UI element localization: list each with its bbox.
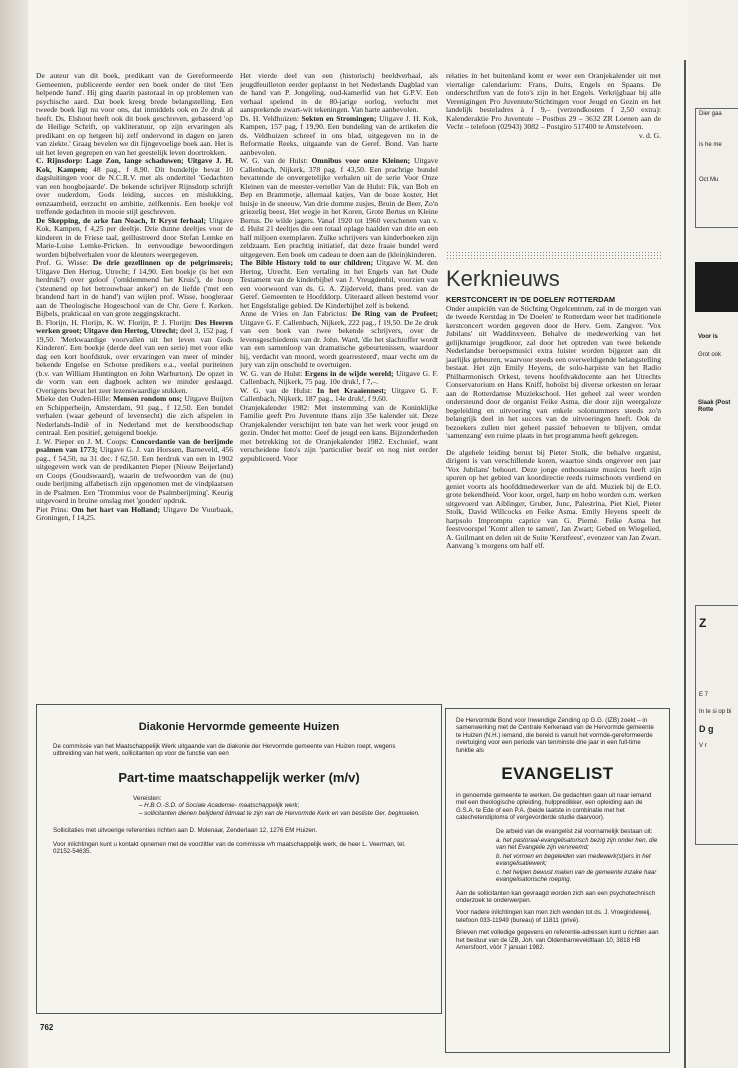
- review-text: Uitgave G. F. Callenbach, Nijkerk, 222 pag., f 19,50. De 2e druk van een boek van twee bekende schrijvers, over de levensgeschiedenis van dr. John. Ward, 'die het slachtoffer wordt van een samenloop van dramatische gebeurtenissen, waardoor hij, verdacht van moord, wordt gearresteerd', maar vecht om de jury van zijn onschuld te overtuigen.: [240, 317, 438, 369]
- book-review: [240, 370, 438, 387]
- ad-intro: De Hervormde Bond voor Inwendige Zending op G.G. (IZB) zoekt – in samenwerking met de Centrale Kerkeraad van de Hervormde gemeente te Huizen (N.H.) iemand, die bereid is vanuit het vormde-gereformeerde overtuiging voor een periode van tenminste drie jaar in een full-time funktie als: [456, 717, 654, 754]
- review-author: Ds. H. Veldhuizen:: [240, 113, 302, 123]
- requirements-title: Vereisten:: [133, 794, 162, 802]
- book-review: [240, 259, 438, 310]
- column-3: [446, 72, 661, 140]
- book-review: [240, 310, 438, 370]
- review-text: Uitgave G. F. Callenbach, Nijkerk, 75 pag. 10e druk!, f 7,–.: [240, 368, 439, 386]
- adjacent-text: Z: [699, 616, 707, 630]
- ad-intro: De commissie van het Maatschappelijk Werk uitgaande van de diakonie der Hervormde gemeente van Huizen roept, wegens uitbreiding van het werk, sollicitanten op voor de functie van een: [53, 743, 396, 758]
- ad-paragraph: in genoemde gemeente te werken. De gedachten gaan uit naar iemand met een theologische opleiding, hulppredikker, een opleiding aan de G.S.A. te Ede of een P.A. (beide laatste in combinatie met het catechetendiploma of vergevorderde studie daarvoor).: [456, 792, 652, 822]
- book-review: [240, 387, 438, 404]
- ad-heading: Part-time maatschappelijk werker (m/v): [118, 769, 360, 785]
- review-author: B. Florijn, H. Florijn, K. W. Florijn, P. J. Florijn:: [36, 317, 195, 327]
- adjacent-text: Dier gaa: [699, 111, 722, 117]
- article-paragraph-1: Onder auspiciën van de Stichting Orgelcentrum, zal in de morgen van de tweede Kerstdag in 'De Doelen' te Rotterdam weer het traditionele kerstconcert worden gegeven door de Herv. Gem. Zangver. 'Vox Jubilans' uit Waddinxveen. Behalve de medewerking van het gelijknamige jeugdkoor, zal door het optreden van twee bekende Nederlandse beroepsmusici extra luister worden bijgezet aan dit jaarlijks gebeuren, waarvoor steeds een overweldigende belangstelling bestaat. Het zijn Emily Heyens, de solo-harpiste van het Radio Philharmonisch Orkest, tevens hoofdvakdocente aan het Utrechts Conservatorium en Hans Kniff, hoboïst bij diverse orkesten en leraar aan de Rotterdamse Muziekschool. Het geheel zal weer worden ondersteund door de organist Feike Asma, die door zijn weergaloze begeleiding en uitvoering van enkele solonummers steeds zo'n belangrijk deel in het succes van de uitvoeringen heeft. Ook de bezoekers zullen niet geheel passief behoeven te blijven, omdat 'samenzang' een ruime plaats in het programma heeft gekregen.: [446, 303, 661, 440]
- adjacent-text: V r: [699, 743, 707, 749]
- review-title: Omnibus voor onze Kleinen;: [311, 156, 411, 165]
- requirement-item: – H.B.O.-S.D. of Sociale Academie- maatschappelijk werk;: [139, 802, 300, 810]
- ad-info: Voor inlichtingen kunt u kontakt opnemen met de voorzitter van de commissie v/h maatschappelijk werk, de heer L. Veerman, tel. 02152-54635.: [53, 840, 406, 856]
- book-review: [240, 404, 438, 464]
- adjacent-text: E 7: [699, 692, 709, 698]
- review-text: Uitgave J. H. Kok, Kampen, 157 pag, f 19,90. Een bundeling van de artikelen die ds. Veldhuizen schreef in ons blad, uitgegeven nu in de Reformatie Reeks, uitgaande van de Geref. Bond. Van harte aanbevolen.: [240, 113, 438, 157]
- adjacent-text: D g: [699, 724, 714, 734]
- adjacent-ad-box-2: [695, 605, 738, 845]
- review-title: Sekten en Stromingen;: [301, 113, 377, 123]
- review-author: W. G. van de Hulst:: [240, 368, 305, 378]
- column-2: [240, 72, 438, 463]
- review-author: Prof. G. Wisse:: [36, 258, 93, 267]
- review-author: Anne de Vries en Jan Fabricius:: [240, 309, 352, 318]
- ad-izb-evangelist: [445, 708, 670, 1053]
- ad-paragraph: Aan de sollicitanten kan gevraagd worden zich aan een psychotechnisch onderzoek te onderwerpen.: [456, 889, 656, 904]
- ad-heading: EVANGELIST: [501, 764, 614, 784]
- ad-title: Diakonie Hervormde gemeente Huizen: [138, 721, 340, 733]
- book-review: [36, 438, 233, 506]
- adjacent-ad-box: [695, 108, 738, 228]
- book-review: [240, 72, 438, 115]
- review-text: De auteur van dit boek, predikant van de Gereformeerde Gemeenten, publiceerde eerder een boek onder de titel 'Een helpende hand'. Hij ging daarin pastoraal in op problemen van psychische aard. Dat boek kreeg brede belangstelling. Een tweede boek ligt nu voor ons, dat inmiddels ook en 2e druk al heeft. Ds. Elshout heeft ook dit boek geschreven, gebaseerd 'op de Heilige Schrift, op vakliteratuur, op zijn ervaringen als predikant en op hetgeen hij zelf ondervond in dagen en jaren van ziekte.' Graag bevelen we dit fijngevoelige boek aan. Het is uit het leven gegrepen en van het geestelijk leven doortrokken.: [36, 71, 233, 157]
- review-author: W. G. van de Hulst:: [240, 385, 318, 395]
- review-text: Uitgave G. J. van Horssen, Barneveld, 456 pag., f 54,50, na 31 dec. f 62,50. Een herdruk van een in 1902 uitgegeven werk van de predikanten Pieper (Nieuw Beijerland) en Coops (Goudswaard), waarin de trefwoorden van de (nu) oude berijming alfabetisch zijn opgenomen met de vindplaatsen in de Psalmen. Een 'Trommius voor de Psalmberijming'. Keurig uitgevoerd in bruine omslag met 'gouden' opdruk.: [36, 445, 233, 505]
- review-title: De Ring van de Profeet;: [351, 309, 439, 318]
- review-title: Des Heeren werken groot; Uitgave den Hertog, Utrecht;: [36, 317, 233, 335]
- review-author: J. W. Pieper en J. M. Coops:: [36, 436, 132, 446]
- review-title: Om het hart van Holland;: [71, 504, 161, 514]
- requirement-item: c. het helpen bewust maken van de gemeente inzake haar evangelisatorische roeping.: [496, 868, 657, 884]
- book-review: [36, 259, 233, 319]
- review-title: Mensen rondom ons;: [113, 394, 183, 403]
- review-text: Oranjekalender 1982: Met instemming van de Koninklijke Familie geeft Pro Juventute thans zijn 35e kalender uit. Deze Oranjekalender verschijnt ten bate van het werk voor jeugd en gezin. Onder het motto: Geef de jeugd een kans. Bijzonderheden met betrekking tot de Oranjekalender 1982. Exclusief, want verscheidene foto's zijn 'particulier bezit' en nog niet eerder gepubliceerd. Voor: [240, 402, 438, 463]
- kerknieuws-title: Kerknieuws: [446, 266, 560, 291]
- review-title: C. Rijnsdorp: Lage Zon, lange schaduwen; Uitgave J. H. Kok, Kampen;: [36, 156, 233, 174]
- review-title: Ergens in de wijde wereld;: [304, 368, 394, 378]
- article-headline: KERSTCONCERT IN 'DE DOELEN' ROTTERDAM: [446, 295, 615, 304]
- adjacent-text: is he me: [699, 142, 722, 148]
- ad-diakonie-huizen: [36, 704, 442, 1014]
- review-text: deel 3, 152 pag. f 19,50. 'Merkwaardige voorvallen uit het leven van Gods Kinderen'. Een boekje (derde deel van een serie) met voor elke dag een kort hoofdstuk, over ervaringen van meer of minder bekende Engelse en Schotse predikers e.a., veelal puriteinen (b.v. van William Huntington en John Warburton). De opzet in de vorm van een dagboek achten we minder geslaagd. Overigens bevat het zeer lezenswaardige stukken.: [36, 326, 234, 395]
- review-text: Uitgave Den Hertog, Utrecht; f 14,90. Een boekje (is het een herdruk?) over geloof ('omklemmend het Kruis'), de hoop ('steunend op het betrouwbaar anker') en de liefde ('met een brandend hart in de hand') van wijlen prof. Wisse, hoogleraar aan de Theologische Hogeschool van de Chr. Gere f. Kerken. Bijbels, prakticaal en van grote zeggingskracht.: [36, 266, 233, 318]
- book-review: [36, 217, 233, 260]
- adjacent-text: In te si op bi: [699, 709, 732, 715]
- page-number: 762: [40, 1023, 54, 1032]
- book-review: [36, 72, 233, 157]
- adjacent-text: Voor is: [698, 334, 718, 340]
- review-author: Mieke den Ouden-Hille:: [36, 394, 114, 403]
- oranjekalender-continued: relaties in het buitenland komt er weer een Oranjekalender uit met viertalige calendarium: Frans, Duits, Engels en Spaans. De onderschriften van de foto's zijn in het Engels. Verkrijgbaar bij alle Verenigingen Pro Juventute/Stichtingen voor Jeugd en Gezin en het landelijk besteladres à f 9,– (verzendkosten f 2,50 extra): Kalenderaktie Pro Juventute – Postbus 29 – 3632 ZR Loenen aan de Vecht – telefoon (02943) 3082 – Postgiro 517400 te Amstelveen.: [446, 71, 661, 131]
- ad-paragraph: Brieven met volledige gegevens en referentie-adressen kunt u richten aan het bestuur van de IZB, Joh. van Oldenbarneveldtlaan 10, 3818 HB Amersfoort, vóór 7 januari 1982.: [456, 929, 659, 951]
- article-paragraph-2: De algehele leiding berust bij Pieter Stolk, die behalve organist, dirigent is van verschillende koren, waartoe sinds ongeveer een jaar 'Vox Jubilans' behoort. Deze jonge enthousiaste musicus heeft zijn sporen op het gebied van koordirectie reeds ruimschoots verdiend en geniet voorts als hoofddmedewerker van de afd. Muziek bij de E.O. grote bekendheid. Voor koor, orgel, harp en hobo worden o.m. werken uitgevoerd van Aiblinger, Gruber, Junc, Palestrina, Piet Kiel, Pieter Stolk, David Willcocks en Feike Asma. Emily Heyens speelt de harpsolo Impromptu caprice van G. Pierné. Feike Asma het feestvoorspel 'Komt allen te samen', Jan Zwart; Gebed en Wiegelied, A. Guilmant en delen uit de Suite 'Kerstfeest', evenzeer van Jan Zwart. Aanvang 's morgens om half elf.: [446, 447, 661, 550]
- review-title: De Skepping, de arke fan Noach, It Kryst ferhaal;: [36, 215, 206, 225]
- review-text: Uitgave Buijten en Schipperheijn, Amsterdam, 91 pag., f 12,50. Een bundel verhalen (waar gebeurd of levensecht) die zich afspelen in Nederlands-Indië of in Nederland met de kerstboodschap centraal. Een positief, getuigend boekje.: [36, 394, 233, 437]
- review-title: Concordantie van de berijmde psalmen van 1773;: [36, 436, 233, 454]
- requirement-item: – sollicitanten dienen belijdend lidmaat te zijn van de Hervormde Kerk en van besliste Ger. beginselen.: [139, 809, 420, 817]
- review-text: 48 pag., f 8,90. Dit bundeltje bevat 10 dagsluitingen voor de N.C.R.V. met als ondertitel 'Gedachten van een hoogbejaarde'. De bekende schrijver Rijnsdorp schrijft over ouderdom, Gods leiding, succes en mislukking, eenzaamheid, eerzucht en ambitie, zelfkennis. Een boekje vol treffende gedachten in mooie stijl geschreven.: [36, 164, 233, 216]
- page-gutter: [0, 0, 28, 1068]
- review-text: Uitgave De Vuurbaak, Groningen, f 14,25.: [36, 504, 233, 522]
- review-text: Uitgave W. M. den Hertog, Utrecht. Een vertaling in het Engels van het Oude Testament van de kinderbijbel van J. Vreugdenhil, voorzien van een voorwoord van ds. G. A. Zijderveld, thans pred. van de Geref. Gemeenten te Hoofddorp. Uiteraard alleen bestemd voor het Engelstalige gebied. De Kinderbijbel zelf is bekend.: [240, 258, 438, 310]
- page-edge-divider: [684, 60, 686, 1068]
- review-author: W. G. van de Hulst:: [240, 156, 312, 165]
- ad-paragraph: Voor nadere inlichtingen kan men zich wenden tot ds. J. Vroegindeweij, telefoon 033-11949 (bureau) of 11811 (privé).: [456, 909, 652, 924]
- author-signature: v. d. G.: [638, 130, 661, 140]
- adjacent-page-strip: [688, 0, 738, 1068]
- review-author: Piet Prins:: [36, 504, 72, 514]
- requirement-item: a. het pastoraal-evangelisatorisch bezig zijn onder hen, die van het Evangelie zijn vervreemd;: [496, 837, 658, 852]
- review-text: Uitgave Kok, Kampen, f 4,25 per deeltje. Drie dunne deeltjes voor de kinderen in de Friese taal, geillustreerd door Stefan Lemke en Marie-Luise Lemke-Pricken. In eenvoudige bewoordingen worden bijbelverhalen voor de kleuters weergegeven.: [36, 215, 233, 259]
- review-title: The Bible History told to our children;: [240, 258, 374, 267]
- review-text: Uitgave Callenbach, Nijkerk, 378 pag. f 43,50. Een prachtige bundel bevattende de onvergetelijke verhalen uit de serie Voor Onze Kleinen van de meester-verteller Van de Hulst: Fik, van Bob en Bep en Brammetje, allemaal katjes, Van de boze koster, Het huisje in de sneeuw, Van drie domme zusjes, Bruin de Beer, Zo'n griezelig beest, Het wegje in het Koren, Grote Bertus en Kleine Bertus. De wilde jagers. Vanaf 1920 tot 1960 verschenen van v. d. Hulst 21 deeltjes die een totaal oplage haalden van drie en een half miljoen exemplaren. Zulke schrijvers van kinderboeken zijn zeldzaam. Een prachtig initiatief, dat deze fraaie bundel werd uitgegeven. Een boek om cadeau te doen aan de (klein)kinderen.: [240, 156, 438, 259]
- review-title: De drie gezellinnen op de pelgrimsreis;: [92, 258, 233, 267]
- book-review: [240, 115, 438, 158]
- review-text: Uitgave G. F. Callenbach, Nijkerk, 187 pag., 14e druk!, f 9,60.: [240, 385, 439, 403]
- review-text: Het vierde deel van een (historisch) beeldverhaal, als jeugdfeuilleton eerder geplaatst in het Nederlands Dagblad van de hand van P. Jongeling, oud-kamerlid van het G.P.V. Een verhaal spelend in de 80-jarige oorlog, verlucht met aansprekende zwart-wit tekeningen. Van harte aanbevolen.: [240, 71, 438, 114]
- book-review: [36, 506, 233, 523]
- book-review: [36, 157, 233, 217]
- kerknieuws-article: [446, 296, 661, 551]
- ad-apply: Sollicitaties met uitvoerige referenties richten aan D. Molenaar, Zenderlaan 12, 1276 EM Huizen.: [53, 827, 318, 835]
- requirements-title: De arbeid van de evangelist zal voornamelijk bestaan uit:: [496, 827, 653, 835]
- book-review: [36, 319, 233, 396]
- adjacent-text: Oct Mu: [699, 177, 719, 183]
- section-divider-dots: [446, 251, 661, 260]
- requirement-item: b. het vormen en begeleiden van medewerk(st)ers in het evangelisatiewerk;: [496, 852, 651, 868]
- book-review: [36, 395, 233, 438]
- column-1: [36, 72, 233, 523]
- adjacent-dark-block: [695, 262, 738, 312]
- adjacent-text: Grot ook: [698, 352, 722, 358]
- review-title: In het Kraaiennest;: [317, 385, 387, 395]
- adjacent-text: Slaak (Post Rotte: [698, 400, 731, 414]
- book-review: [240, 157, 438, 259]
